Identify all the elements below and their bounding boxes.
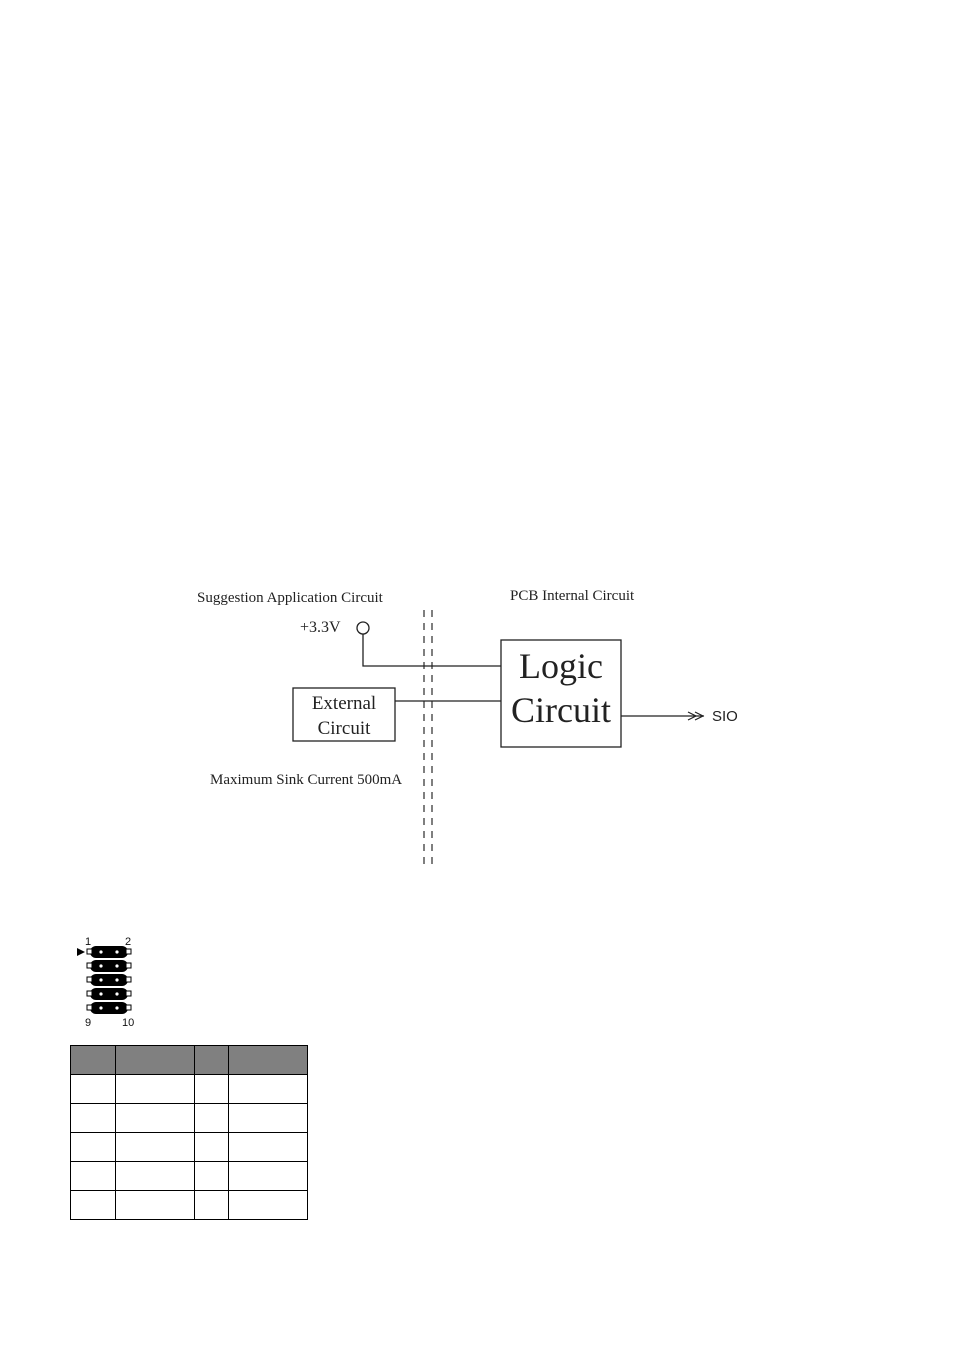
logic-circuit-label-line2: Circuit bbox=[511, 690, 611, 730]
table-cell bbox=[71, 1191, 116, 1220]
table-header-cell bbox=[229, 1046, 308, 1075]
table-cell bbox=[229, 1075, 308, 1104]
table-cell bbox=[195, 1104, 229, 1133]
table-cell bbox=[195, 1162, 229, 1191]
table-cell bbox=[71, 1075, 116, 1104]
table-cell bbox=[116, 1162, 195, 1191]
voltage-label: +3.3V bbox=[300, 619, 341, 636]
table-cell bbox=[229, 1162, 308, 1191]
pin-9-label: 9 bbox=[85, 1017, 92, 1029]
output-label: SIO bbox=[712, 708, 738, 725]
logic-circuit-label-line1: Logic bbox=[519, 646, 603, 686]
pin-1-marker-icon bbox=[77, 948, 85, 956]
table-cell bbox=[195, 1191, 229, 1220]
table-cell bbox=[229, 1133, 308, 1162]
table-cell bbox=[195, 1075, 229, 1104]
table-row bbox=[71, 1133, 308, 1162]
table-row bbox=[71, 1162, 308, 1191]
table-cell bbox=[195, 1133, 229, 1162]
table-header-cell bbox=[116, 1046, 195, 1075]
right-section-label: PCB Internal Circuit bbox=[510, 588, 635, 604]
table-cell bbox=[229, 1104, 308, 1133]
table-cell bbox=[116, 1191, 195, 1220]
pin-10-label: 10 bbox=[122, 1017, 135, 1029]
pin-2-label: 2 bbox=[125, 936, 132, 948]
pin-assignment-table bbox=[70, 1045, 308, 1220]
table-cell bbox=[71, 1162, 116, 1191]
voltage-terminal-icon bbox=[357, 622, 369, 634]
table-cell bbox=[71, 1104, 116, 1133]
table-row bbox=[71, 1104, 308, 1133]
table-header-row bbox=[71, 1046, 308, 1075]
table-header-cell bbox=[195, 1046, 229, 1075]
pin-1-label: 1 bbox=[85, 936, 92, 948]
pin-header-diagram bbox=[74, 934, 144, 1030]
table-cell bbox=[116, 1104, 195, 1133]
table-cell bbox=[116, 1133, 195, 1162]
sink-current-label: Maximum Sink Current 500mA bbox=[210, 772, 403, 788]
table-header-cell bbox=[71, 1046, 116, 1075]
table-cell bbox=[229, 1191, 308, 1220]
table-row bbox=[71, 1075, 308, 1104]
left-section-label: Suggestion Application Circuit bbox=[197, 590, 383, 606]
external-circuit-label-line2: Circuit bbox=[317, 718, 371, 739]
pin-rows bbox=[87, 946, 131, 1014]
external-circuit-label-line1: External bbox=[311, 693, 377, 714]
table-row bbox=[71, 1191, 308, 1220]
table-cell bbox=[116, 1075, 195, 1104]
table-cell bbox=[71, 1133, 116, 1162]
